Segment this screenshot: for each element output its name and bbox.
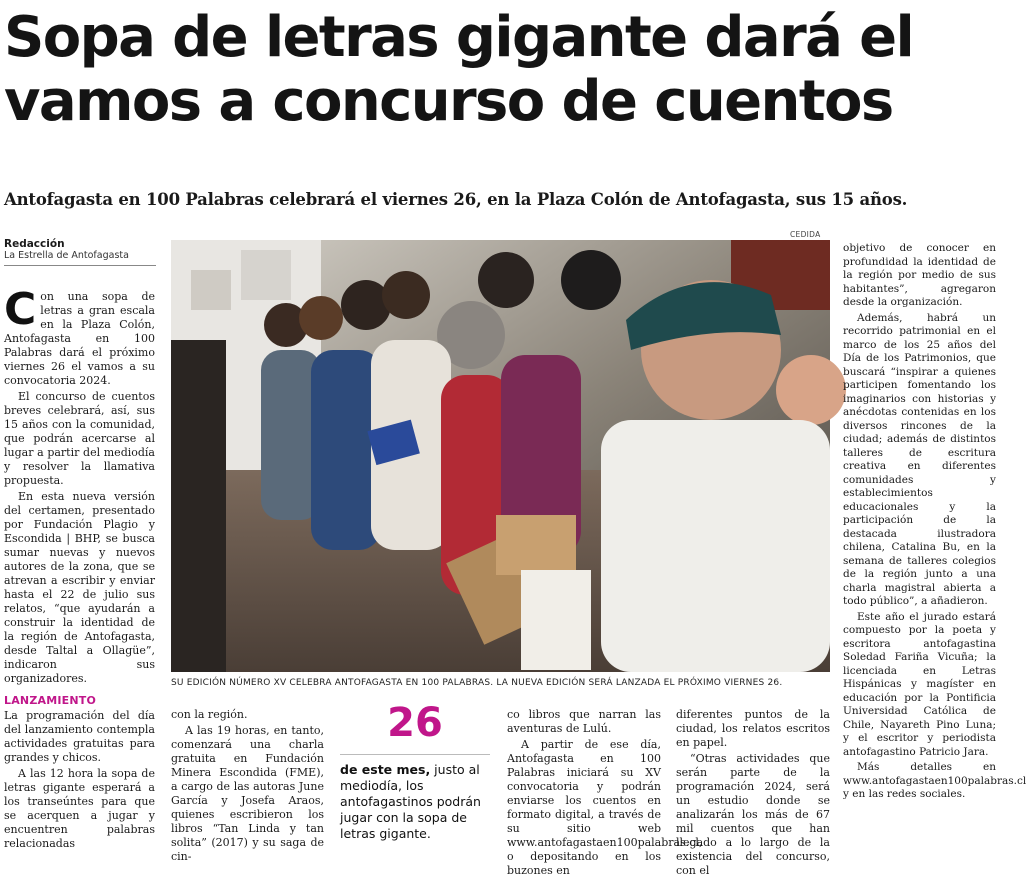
article-column-2 — [171, 708, 324, 868]
paragraph: Además, habrá un recorrido patrimonial en el marco de los 25 años del Día de los Patrimonios, que buscará “inspirar a quienes participen fomentando los imaginarios con historias y anécdotas contenidas en los diversos rincones de la ciudad; además de distintos talleres de escritura creativa en diferentes comunidades y establecimientos educacionales y la participación de la destacada ilustradora chilena, Catalina Bu, en la semana de talleres colegios de la región junto a una charla magistral abierta a todo público”, a añadieron. — [843, 311, 996, 607]
headline: Sopa de letras gigante dará el vamos a concurso de cuentos — [4, 5, 914, 134]
photo-credit: CEDIDA — [790, 230, 821, 239]
paragraph: Más detalles en www.antofagastaen100palabras.cl y en las redes sociales. — [843, 761, 1026, 800]
paragraph: Este año el jurado estará compuesto por la poeta y escritora antofagastina Soledad Fariña Vicuña; la licenciada en Letras Hispánicas y magíster en educación por la Pontificia Universidad Católica de Chile, Nayareth Pino Luna; y el escritor y periodista antofagastino Patricio Jara. — [843, 610, 996, 758]
paragraph: La programación del día del lanzamiento contempla actividades gratuitas para grandes y chicos. — [4, 709, 155, 764]
deck-subtitle: Antofagasta en 100 Palabras celebrará el viernes 26, en la Plaza Colón de Antofagasta, sus 15 años. — [4, 190, 908, 209]
paragraph: A las 19 horas, en tanto, comenzará una charla gratuita en Fundación Minera Escondida (FME), a cargo de las autoras June García y Josefa Araos, quienes escribieron los libros “Tan Linda y tan solita” (2017) y su saga de cin- — [171, 724, 324, 863]
drop-cap: C — [4, 284, 37, 335]
paragraph: El concurso de cuentos breves celebrará, así, sus 15 años con la comunidad, que podrán acercarse al lugar a partir del mediodía y resolver la llamativa propuesta. — [4, 390, 155, 487]
byline — [4, 238, 156, 266]
pullquote — [340, 762, 490, 842]
pullquote-number: 26 — [387, 700, 443, 746]
article-column-1 — [4, 284, 155, 868]
paragraph: diferentes puntos de la ciudad, los relatos escritos en papel. — [676, 708, 830, 749]
section-subhead: LANZAMIENTO — [4, 694, 97, 707]
article-column-5 — [843, 242, 1026, 868]
paragraph: A las 12 hora la sopa de letras gigante esperará a los transeúntes para que se acerquen a jugar y encuentren palabras relacionadas — [4, 767, 155, 850]
paragraph: co libros que narran las aventuras de Lulú. — [507, 708, 661, 735]
pullquote-lead: de este mes, — [340, 762, 431, 777]
article-column-4 — [676, 708, 830, 877]
paragraph: A partir de ese día, Antofagasta en 100 Palabras iniciará su XV convocatoria y podrán enviarse los cuentos en formato digital, a través de su sitio web www.antofagastaen100palabras.cl, o depositando en los buzones en — [507, 738, 703, 877]
lead-paragraph: Con una sopa de letras a gran escala en la Plaza Colón, Antofagasta en 100 Palabras dará el próximo viernes 26 el vamos a su convocatoria 2024. — [4, 284, 155, 387]
paragraph: “Otras actividades que serán parte de la programación 2024, será un estudio donde se analizarán los más de 67 mil cuentos que han llegado a lo largo de la existencia del concurso, con el — [676, 752, 830, 877]
paragraph: con la región. — [171, 708, 248, 721]
paragraph: objetivo de conocer en profundidad la identidad de la región por medio de sus habitantes”, agregaron desde la organización. — [843, 242, 996, 308]
pullquote-text: justo al mediodía, los antofagastinos podrán jugar con la sopa de letras gigante. — [340, 762, 481, 841]
photo-caption: SU EDICIÓN NÚMERO XV CELEBRA ANTOFAGASTA EN 100 PALABRAS. LA NUEVA EDICIÓN SERÁ LANZADA EL PRÓXIMO VIERNES 26. — [171, 678, 783, 688]
event-photo — [171, 240, 830, 672]
paragraph: En esta nueva versión del certamen, presentado por Fundación Plagio y Escondida | BHP, se busca sumar nuevas y nuevos autores de la zona, que se atrevan a escribir y enviar hasta el 22 de julio sus relatos, “que ayudarán a construir la identidad de la región de Antofagasta, desde Taltal a Ollagüe”, indicaron sus organizadores. — [4, 490, 155, 685]
pullquote-divider — [340, 754, 490, 755]
byline-publication: La Estrella de Antofagasta — [4, 250, 129, 261]
byline-author: Redacción — [4, 238, 65, 250]
article-column-3 — [507, 708, 703, 877]
